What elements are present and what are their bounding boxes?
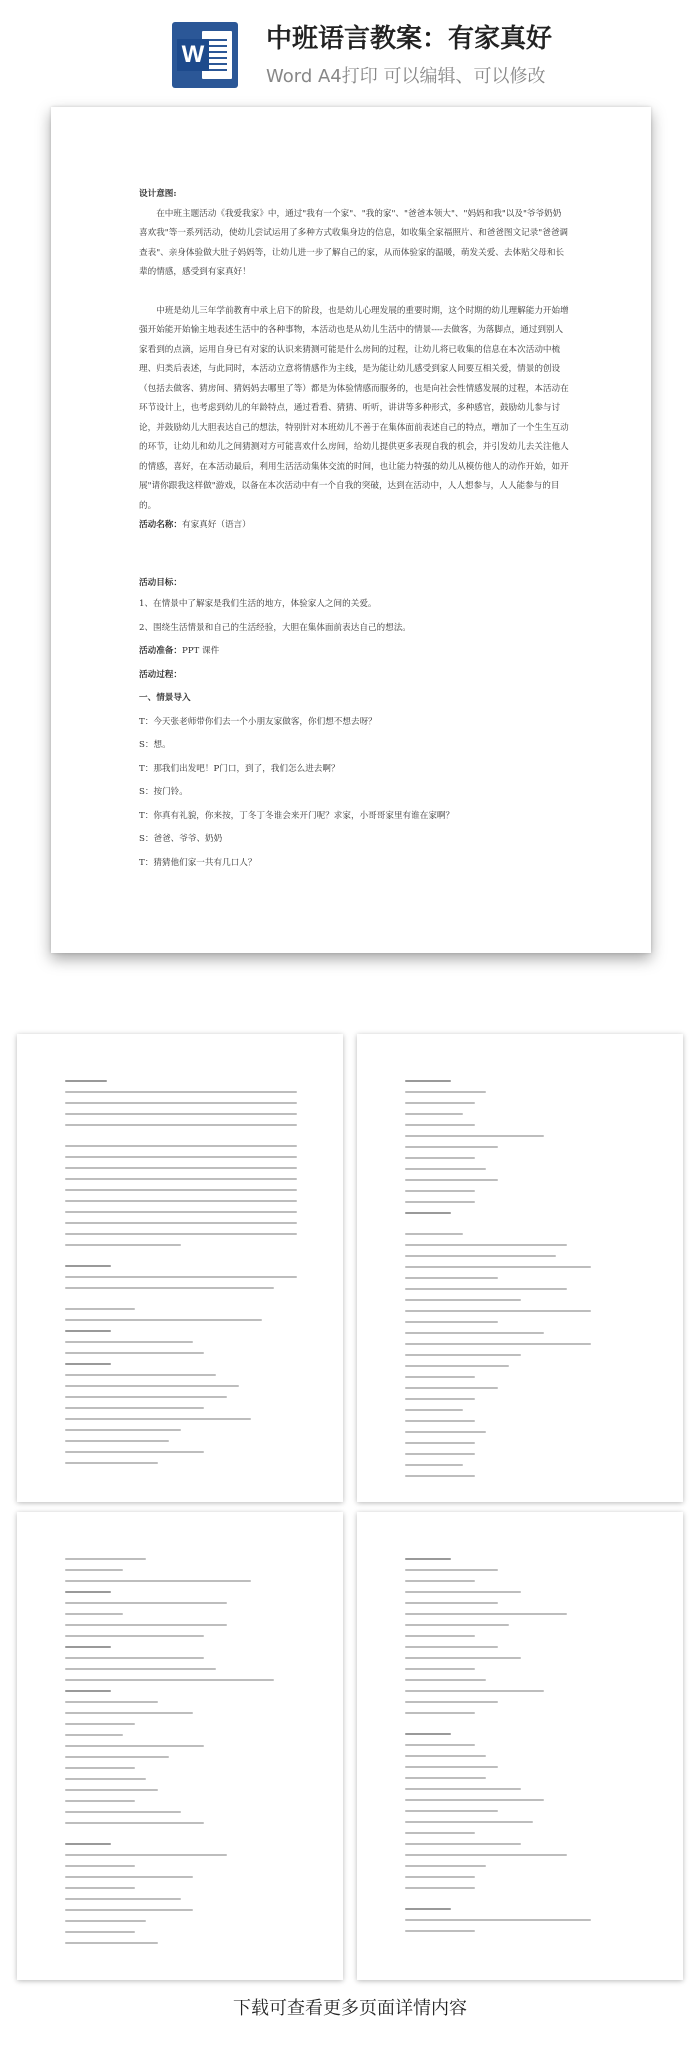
thumbnail-text-line bbox=[405, 1212, 451, 1214]
thumbnail-text-line bbox=[405, 1854, 567, 1856]
dialogue-line: T：今天张老师带你们去一个小朋友家做客，你们想不想去呀？ bbox=[139, 716, 377, 727]
thumbnail-gap bbox=[65, 1298, 297, 1308]
thumbnail-text-line bbox=[405, 1179, 498, 1181]
thumbnail-text-line bbox=[65, 1341, 193, 1343]
process-heading: 活动过程： bbox=[139, 669, 182, 680]
thumbnail-text-line bbox=[405, 1420, 475, 1422]
thumbnail-text-line bbox=[65, 1668, 216, 1670]
thumbnail-text-line bbox=[405, 1299, 521, 1301]
goal-item: 2、围绕生活情景和自己的生活经验，大胆在集体面前表达自己的想法。 bbox=[139, 622, 411, 633]
thumbnail-page-2[interactable] bbox=[357, 1034, 683, 1502]
thumbnail-text-line bbox=[405, 1080, 451, 1082]
thumbnail-text-line bbox=[65, 1854, 227, 1856]
thumbnail-gap bbox=[65, 1135, 297, 1145]
design-paragraph-2: 中班是幼儿三年学前教育中承上启下的阶段，也是幼儿心理发展的重要时期，这个时期的幼儿理解能力开始增强开始能开始愉主地表述生活中的各种事物，本活动也是从幼儿生活中的情景----去做客，为落脚点，通过到别人家看到的点滴，运用自身已有对家的认识来猜测可能是什么房间的过程，让幼儿将已收集的信息在本次活动中梳理、归类后表述，与此同时，本活动立意将情感作为主线，是为能让幼儿感受到家人间要互相关爱，情景的创设（包括去做客、猜房间、猜妈妈去哪里了等）都是为体验情感而服务的，也是向社会性情感发展的过程，本活动在环节设计上，也考虑到幼儿的年龄特点，通过看看、猜猜、听听，讲讲等多种形式，多种感官，鼓励幼儿参与讨论，并鼓励幼儿大胆表达自己的想法，特别针对本班幼儿不善于在集体面前表述自己的特点，增加了一个生生互动的环节，让幼儿和幼儿之间猜测对方可能喜欢什么房间，给幼儿提供更多表现自我的机会，并引发幼儿去关注他人的情感，喜好，在本活动最后，利用生活活动集体交流的时间，也让能力特强的幼儿从模仿他人的动作开始，如开展"请你跟我这样做"游戏，以备在本次活动中有一个自我的突破，达到在活动中，人人想参与，人人能参与的目的。 bbox=[139, 305, 569, 511]
prep-label: 活动准备： bbox=[139, 646, 182, 656]
thumbnail-text-line bbox=[65, 1876, 193, 1878]
thumbnail-text-line bbox=[405, 1558, 451, 1560]
word-logo-letter: W bbox=[177, 39, 209, 71]
thumbnail-text-line bbox=[65, 1712, 193, 1714]
thumbnail-text-line bbox=[405, 1821, 533, 1823]
thumbnail-text-line bbox=[65, 1723, 135, 1725]
thumbnail-text-line bbox=[65, 1690, 111, 1692]
thumbnail-gap bbox=[65, 1255, 297, 1265]
download-more-link[interactable]: 下载可查看更多页面详情内容 bbox=[233, 1998, 467, 2019]
thumbnail-gap bbox=[405, 1723, 637, 1733]
thumbnail-text-line bbox=[405, 1887, 475, 1889]
thumbnail-text-line bbox=[405, 1876, 475, 1878]
thumbnail-text-line bbox=[65, 1789, 158, 1791]
thumbnail-text-lines bbox=[65, 1558, 297, 1953]
thumbnail-text-line bbox=[65, 1352, 204, 1354]
thumbnail-text-line bbox=[65, 1931, 135, 1933]
thumbnail-text-line bbox=[405, 1146, 498, 1148]
thumbnail-text-line bbox=[405, 1930, 475, 1932]
thumbnail-text-lines bbox=[65, 1080, 297, 1473]
activity-prep bbox=[139, 640, 569, 664]
thumbnail-text-line bbox=[405, 1635, 475, 1637]
thumbnail-text-line bbox=[405, 1201, 475, 1203]
thumbnail-text-line bbox=[405, 1679, 486, 1681]
thumbnail-text-line bbox=[65, 1701, 158, 1703]
thumbnail-text-line bbox=[65, 1233, 297, 1235]
activity-name-value: 有家真好（语言） bbox=[181, 520, 251, 530]
thumbnail-text-line bbox=[65, 1429, 181, 1431]
thumbnail-text-line bbox=[65, 1363, 111, 1365]
thumbnail-text-line bbox=[65, 1385, 239, 1387]
thumbnail-text-line bbox=[405, 1733, 451, 1735]
thumbnail-text-line bbox=[405, 1387, 498, 1389]
thumbnail-gap bbox=[65, 1833, 297, 1843]
thumbnail-text-line bbox=[405, 1091, 486, 1093]
dialogue-line: S：爸爸、爷爷、奶奶 bbox=[139, 834, 223, 844]
thumbnail-text-line bbox=[65, 1418, 251, 1420]
thumbnail-text-line bbox=[405, 1255, 556, 1257]
thumbnail-text-line bbox=[65, 1265, 111, 1267]
thumbnail-text-line bbox=[65, 1091, 297, 1093]
thumbnail-text-line bbox=[405, 1569, 498, 1571]
thumbnail-text-line bbox=[405, 1810, 498, 1812]
activity-name bbox=[139, 516, 569, 536]
thumbnail-text-line bbox=[65, 1635, 204, 1637]
activity-name-label: 活动名称： bbox=[139, 520, 182, 530]
thumbnail-text-line bbox=[405, 1113, 463, 1115]
thumbnail-text-line bbox=[65, 1396, 227, 1398]
word-document-icon bbox=[172, 22, 238, 88]
thumbnail-text-line bbox=[405, 1766, 498, 1768]
thumbnail-text-line bbox=[405, 1580, 475, 1582]
thumbnail-text-line bbox=[65, 1287, 274, 1289]
dialogue-line: S：按门铃。 bbox=[139, 787, 188, 797]
thumbnail-text-line bbox=[65, 1767, 135, 1769]
thumbnail-text-line bbox=[65, 1865, 135, 1867]
thumbnail-text-line bbox=[405, 1701, 498, 1703]
thumbnail-text-line bbox=[405, 1244, 567, 1246]
thumbnail-text-lines bbox=[405, 1558, 637, 1941]
thumbnail-text-line bbox=[405, 1591, 521, 1593]
prep-value: PPT 课件 bbox=[181, 646, 220, 656]
thumbnail-text-line bbox=[405, 1321, 498, 1323]
page-title: 中班语言教案：有家真好 bbox=[266, 24, 553, 54]
thumbnail-text-line bbox=[65, 1778, 146, 1780]
thumbnail-text-line bbox=[405, 1398, 475, 1400]
thumbnail-text-line bbox=[405, 1602, 498, 1604]
thumbnail-text-lines bbox=[405, 1080, 637, 1486]
thumbnail-gap bbox=[405, 1898, 637, 1908]
design-paragraph-1: 在中班主题活动《我爱我家》中，通过"我有一个家"、"我的家"、"爸爸本领大"、"妈妈和我"以及"爷爷奶奶喜欢我"等一系列活动，使幼儿尝试运用了多种方式收集身边的信息，如收集全家福照片、和爸爸图文记录"爸爸调查表"、亲身体验做大肚子妈妈等，让幼儿进一步了解自己的家，从而体验家的温暖，萌发关爱、去体贴父母和长辈的情感，感受到有家真好！ bbox=[139, 208, 569, 277]
dialogue-line: S：想。 bbox=[139, 740, 171, 750]
thumbnail-text-line bbox=[65, 1580, 251, 1582]
thumbnail-text-line bbox=[65, 1811, 181, 1813]
thumbnail-text-line bbox=[65, 1898, 181, 1900]
dialogue-line: T：猜猜他们家一共有几口人？ bbox=[139, 857, 257, 868]
thumbnail-text-line bbox=[405, 1442, 475, 1444]
thumbnail-text-line bbox=[65, 1222, 297, 1224]
thumbnail-text-line bbox=[65, 1734, 123, 1736]
thumbnail-text-line bbox=[65, 1657, 204, 1659]
header bbox=[0, 0, 700, 95]
thumbnail-text-line bbox=[65, 1102, 297, 1104]
thumbnail-text-line bbox=[405, 1332, 544, 1334]
thumbnail-text-line bbox=[405, 1744, 475, 1746]
thumbnail-text-line bbox=[65, 1887, 135, 1889]
thumbnail-text-line bbox=[65, 1124, 297, 1126]
thumbnail-text-line bbox=[405, 1843, 521, 1845]
thumbnail-text-line bbox=[65, 1330, 111, 1332]
thumbnail-text-line bbox=[65, 1200, 297, 1202]
thumbnail-text-line bbox=[65, 1558, 146, 1560]
thumbnail-text-line bbox=[405, 1168, 486, 1170]
thumbnail-text-line bbox=[65, 1462, 158, 1464]
thumbnail-text-line bbox=[65, 1451, 204, 1453]
thumbnail-text-line bbox=[65, 1308, 135, 1310]
thumbnail-text-line bbox=[65, 1569, 123, 1571]
dialogue-line: T：你真有礼貌，你来按，丁冬丁冬谁会来开门呢？求家，小哥哥家里有谁在家啊？ bbox=[139, 810, 455, 821]
thumbnail-text-line bbox=[405, 1690, 544, 1692]
thumbnail-text-line bbox=[65, 1178, 297, 1180]
thumbnail-text-line bbox=[405, 1832, 475, 1834]
thumbnail-text-line bbox=[405, 1919, 591, 1921]
thumbnail-text-line bbox=[405, 1310, 591, 1312]
thumbnail-text-line bbox=[65, 1624, 227, 1626]
thumbnail-text-line bbox=[65, 1646, 111, 1648]
thumbnail-text-line bbox=[65, 1407, 204, 1409]
thumbnail-text-line bbox=[405, 1365, 509, 1367]
goal-item: 1、在情景中了解家是我们生活的地方，体验家人之间的关爱。 bbox=[139, 599, 377, 609]
thumbnail-text-line bbox=[405, 1464, 463, 1466]
thumbnail-text-line bbox=[65, 1145, 297, 1147]
thumbnail-text-line bbox=[405, 1646, 498, 1648]
document-preview-page bbox=[51, 107, 651, 953]
thumbnail-text-line bbox=[405, 1712, 475, 1714]
thumbnail-text-line bbox=[405, 1343, 591, 1345]
thumbnail-text-line bbox=[65, 1822, 204, 1824]
thumbnail-text-line bbox=[65, 1113, 297, 1115]
thumbnail-text-line bbox=[405, 1102, 475, 1104]
thumbnail-text-line bbox=[405, 1277, 498, 1279]
thumbnail-text-line bbox=[405, 1755, 486, 1757]
thumbnail-page-4[interactable] bbox=[357, 1512, 683, 1980]
thumbnail-text-line bbox=[65, 1920, 146, 1922]
thumbnail-text-line bbox=[405, 1376, 475, 1378]
thumbnail-text-line bbox=[405, 1135, 544, 1137]
thumbnail-text-line bbox=[405, 1865, 486, 1867]
thumbnail-text-line bbox=[65, 1756, 169, 1758]
thumbnail-text-line bbox=[65, 1602, 227, 1604]
thumbnail-text-line bbox=[405, 1475, 475, 1477]
thumbnail-text-line bbox=[405, 1190, 475, 1192]
thumbnail-text-line bbox=[65, 1942, 158, 1944]
thumbnail-text-line bbox=[65, 1080, 107, 1082]
design-heading: 设计意图: bbox=[139, 189, 177, 199]
thumbnail-text-line bbox=[65, 1909, 193, 1911]
thumbnail-text-line bbox=[65, 1167, 297, 1169]
thumbnail-text-line bbox=[65, 1745, 204, 1747]
thumbnail-gap bbox=[405, 1223, 637, 1233]
thumbnail-text-line bbox=[405, 1453, 475, 1455]
thumbnail-text-line bbox=[405, 1908, 451, 1910]
thumbnail-text-line bbox=[405, 1354, 521, 1356]
thumbnail-text-line bbox=[65, 1374, 216, 1376]
thumbnail-text-line bbox=[405, 1668, 475, 1670]
thumbnail-text-line bbox=[65, 1800, 135, 1802]
thumbnail-text-line bbox=[65, 1319, 262, 1321]
thumbnail-text-line bbox=[405, 1799, 544, 1801]
thumbnail-text-line bbox=[405, 1657, 521, 1659]
thumbnail-page-3[interactable] bbox=[17, 1512, 343, 1980]
thumbnail-text-line bbox=[65, 1211, 297, 1213]
page-subtitle: Word A4打印 可以编辑、可以修改 bbox=[266, 66, 546, 87]
thumbnail-text-line bbox=[65, 1591, 111, 1593]
thumbnail-text-line bbox=[65, 1244, 181, 1246]
thumbnail-text-line bbox=[405, 1788, 521, 1790]
thumbnail-text-line bbox=[405, 1409, 463, 1411]
dialogue-line: T：那我们出发吧！P门口，到了，我们怎么进去啊？ bbox=[139, 763, 340, 774]
thumbnail-text-line bbox=[405, 1233, 463, 1235]
document-content bbox=[139, 185, 569, 875]
goals-heading: 活动目标： bbox=[139, 577, 182, 588]
thumbnail-text-line bbox=[65, 1276, 297, 1278]
thumbnail-text-line bbox=[65, 1440, 169, 1442]
thumbnail-text-line bbox=[405, 1157, 475, 1159]
thumbnail-text-line bbox=[405, 1624, 509, 1626]
thumbnail-text-line bbox=[405, 1124, 475, 1126]
thumbnail-text-line bbox=[405, 1431, 486, 1433]
section-heading: 一、情景导入 bbox=[139, 693, 191, 703]
thumbnail-text-line bbox=[65, 1156, 297, 1158]
thumbnail-text-line bbox=[65, 1843, 111, 1845]
thumbnail-text-line bbox=[65, 1189, 297, 1191]
thumbnail-text-line bbox=[405, 1613, 567, 1615]
thumbnail-text-line bbox=[65, 1679, 274, 1681]
thumbnail-text-line bbox=[65, 1613, 123, 1615]
thumbnail-text-line bbox=[405, 1288, 567, 1290]
thumbnail-page-1[interactable] bbox=[17, 1034, 343, 1502]
thumbnail-text-line bbox=[405, 1777, 486, 1779]
thumbnail-text-line bbox=[405, 1266, 591, 1268]
